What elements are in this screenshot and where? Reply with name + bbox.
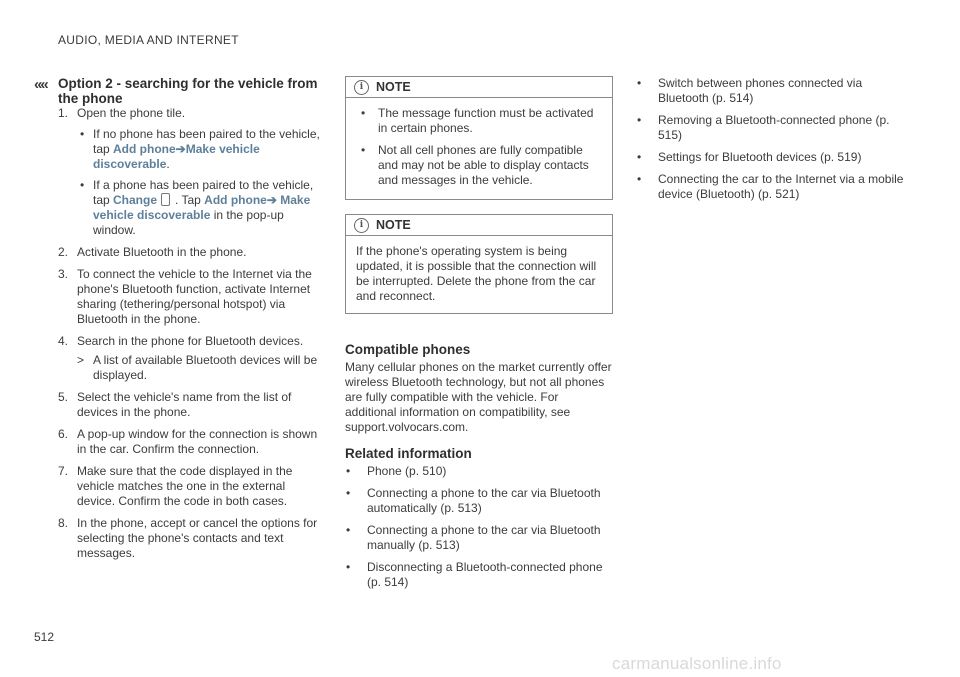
step-text: In the phone, accept or cancel the options for selecting the phone's contacts and text messages. [77, 516, 318, 560]
step-item [58, 516, 326, 561]
sub-text: in the pop-up window. [93, 208, 284, 237]
related-link[interactable] [345, 560, 613, 590]
step-number: 4. [58, 334, 69, 348]
related-link-text: Removing a Bluetooth-connected phone (p. 515) [658, 113, 890, 142]
bullet: • [80, 127, 85, 141]
note-title: NOTE [376, 217, 411, 232]
ui-label-add-phone: Add phone [113, 142, 176, 156]
result-marker: > [77, 353, 85, 367]
ui-label-make-discoverable: Make vehicle discoverable [93, 142, 260, 171]
compatible-heading: Compatible phones [345, 342, 471, 357]
related-link-text: Switch between phones connected via Bluetooth (p. 514) [658, 76, 863, 105]
column-procedure [34, 76, 326, 568]
steps-list [34, 106, 326, 561]
step-result [77, 353, 326, 383]
bullet: • [346, 523, 351, 537]
column-related-continued [636, 76, 904, 209]
note-item [356, 143, 602, 188]
arrow-right-icon: ➔ [175, 142, 186, 156]
bullet: • [346, 560, 351, 574]
step-number: 6. [58, 427, 69, 441]
step-item [58, 267, 326, 327]
step-item [58, 245, 326, 260]
step-text: Activate Bluetooth in the phone. [77, 245, 247, 259]
compatible-text: Many cellular phones on the market currently offer wireless Bluetooth technology, but not all phones are fully compatible with the vehicle. For additional information on compatibility, see support.volvocars.com. [345, 360, 612, 434]
bullet: • [361, 143, 366, 157]
step-number: 7. [58, 464, 69, 478]
related-link[interactable] [345, 464, 613, 479]
related-link-text: Settings for Bluetooth devices (p. 519) [658, 150, 862, 164]
related-link[interactable] [636, 172, 904, 202]
step-text: Make sure that the code displayed in the vehicle matches the one in the external device. Confirm the code in both cases. [77, 464, 293, 508]
related-link[interactable] [636, 76, 904, 106]
note-box-update [345, 214, 613, 314]
sub-item [77, 127, 326, 172]
section-header: AUDIO, MEDIA AND INTERNET [58, 33, 239, 47]
related-link-text: Connecting a phone to the car via Bluetooth manually (p. 513) [367, 523, 601, 552]
note-item-text: The message function must be activated in certain phones. [378, 106, 594, 135]
ui-label-change: Change [113, 193, 158, 207]
bullet: • [637, 76, 642, 90]
step-text: A pop-up window for the connection is shown in the car. Confirm the connection. [77, 427, 318, 456]
related-list-continued [636, 76, 904, 202]
step-text: Search in the phone for Bluetooth devices. [77, 334, 304, 348]
related-link-text: Connecting the car to the Internet via a mobile device (Bluetooth) (p. 521) [658, 172, 904, 201]
phone-icon [161, 193, 170, 206]
sub-item [77, 178, 326, 238]
step-item [58, 390, 326, 420]
bullet: • [361, 106, 366, 120]
step-number: 8. [58, 516, 69, 530]
step-item [58, 427, 326, 457]
bullet: • [346, 464, 351, 478]
step-text: Open the phone tile. [77, 106, 186, 120]
related-link[interactable] [636, 150, 904, 165]
page-number: 512 [34, 630, 55, 644]
step-number: 5. [58, 390, 69, 404]
sub-text: If a phone has been paired to the vehicle, tap [93, 178, 314, 207]
step-number: 2. [58, 245, 69, 259]
note-box-message [345, 76, 613, 200]
note-text: If the phone's operating system is being updated, it is possible that the connection will be interrupted. Delete the phone from the car and reconnect. [356, 244, 597, 303]
sub-text: If no phone has been paired to the vehicle, tap [93, 127, 320, 156]
sub-text: . Tap [175, 193, 205, 207]
note-header [346, 215, 612, 236]
related-link-text: Connecting a phone to the car via Bluetooth automatically (p. 513) [367, 486, 601, 515]
note-item-text: Not all cell phones are fully compatible and may not be able to display contacts and messages in the vehicle. [378, 143, 589, 187]
step-item [58, 464, 326, 509]
bullet: • [80, 178, 85, 192]
info-icon: i [354, 80, 369, 95]
step-sublist [77, 127, 326, 238]
procedure-heading: Option 2 - searching for the vehicle from the phone [58, 76, 318, 106]
sub-text: . [166, 157, 170, 171]
continued-mark: «« [34, 76, 47, 93]
bullet: • [346, 486, 351, 500]
step-text: To connect the vehicle to the Internet via the phone's Bluetooth function, activate Internet sharing (tethering/personal hotspot) via Bluetooth in the phone. [77, 267, 312, 326]
column-notes [345, 76, 613, 597]
bullet: • [637, 150, 642, 164]
bullet: • [637, 172, 642, 186]
related-list [345, 464, 613, 590]
related-heading: Related information [345, 446, 472, 461]
related-link[interactable] [345, 523, 613, 553]
related-link-text: Disconnecting a Bluetooth-connected phone (p. 514) [367, 560, 603, 589]
related-link[interactable] [636, 113, 904, 143]
note-body [346, 98, 612, 199]
step-number: 1. [58, 106, 69, 120]
arrow-right-icon: ➔ [266, 193, 277, 207]
step-item [58, 106, 326, 238]
note-body [346, 236, 612, 313]
step-item [58, 334, 326, 383]
related-link[interactable] [345, 486, 613, 516]
related-link-text: Phone (p. 510) [367, 464, 447, 478]
step-text: Select the vehicle's name from the list of devices in the phone. [77, 390, 292, 419]
watermark: carmanualsonline.info [612, 654, 782, 673]
ui-label-make-discoverable: Make vehicle discoverable [93, 193, 311, 222]
result-text: A list of available Bluetooth devices will be displayed. [93, 353, 318, 382]
bullet: • [637, 113, 642, 127]
info-icon: i [354, 218, 369, 233]
note-title: NOTE [376, 79, 411, 94]
note-header [346, 77, 612, 98]
step-number: 3. [58, 267, 69, 281]
ui-label-add-phone: Add phone [204, 193, 267, 207]
note-item [356, 106, 602, 136]
